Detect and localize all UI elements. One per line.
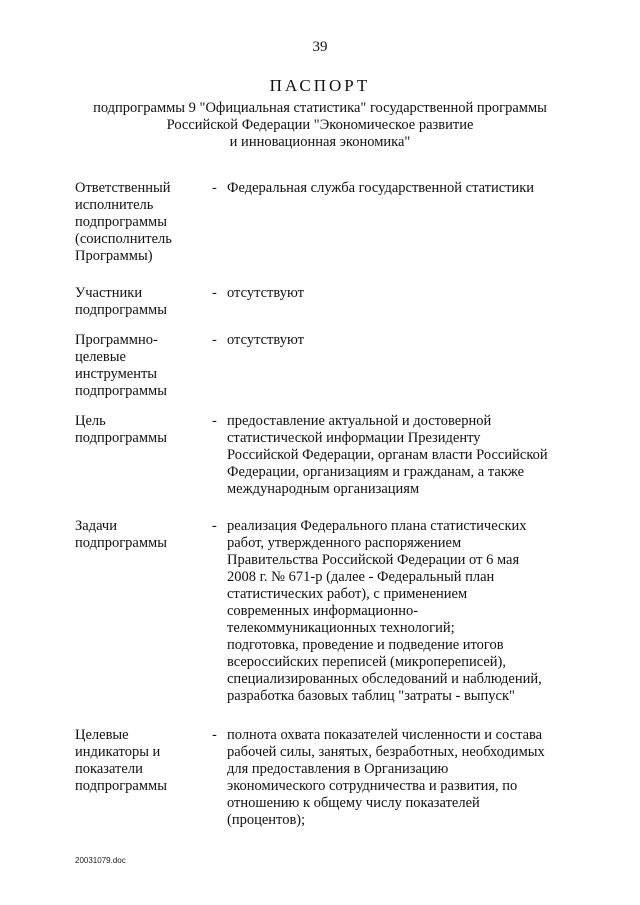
value-line: для предоставления в Организацию	[227, 761, 449, 777]
row-label-goal	[75, 413, 215, 447]
row-dash: -	[212, 285, 217, 301]
value-line: статистических работ), с применением	[227, 586, 468, 602]
label-line: подпрограммы	[75, 214, 167, 230]
value-line: всероссийских переписей (микропереписей),	[227, 654, 506, 670]
page-number: 39	[312, 39, 328, 55]
subtitle-line: подпрограммы 9 "Официальная статистика" государственной программы	[93, 100, 547, 116]
value-line: разработка базовых таблиц "затраты - выпуск"	[227, 688, 515, 704]
value-line: Правительства Российской Федерации от 6 мая	[227, 552, 520, 568]
value-line: отсутствуют	[227, 285, 304, 301]
row-value-participants	[227, 285, 577, 302]
value-line: реализация Федерального плана статистических	[227, 518, 527, 534]
value-line: отношению к общему числу показателей	[227, 795, 480, 811]
label-line: (соисполнитель	[75, 231, 172, 247]
row-label-responsible	[75, 180, 215, 265]
value-line: (процентов);	[227, 812, 306, 828]
value-line: подготовка, проведение и подведение итогов	[227, 637, 504, 653]
label-line: Программы)	[75, 248, 153, 264]
value-line: международным организациям	[227, 481, 420, 497]
label-line: показатели	[75, 761, 143, 777]
row-label-tasks	[75, 518, 215, 552]
label-line: Программно-	[75, 332, 158, 348]
value-line: работ, утвержденного распоряжением	[227, 535, 462, 551]
file-name-footer: 20031079.doc	[75, 856, 126, 865]
row-label-indicators	[75, 727, 215, 795]
value-line: Федеральная служба государственной статистики	[227, 180, 535, 196]
row-dash: -	[212, 727, 217, 743]
label-line: Участники	[75, 285, 143, 301]
value-line: отсутствуют	[227, 332, 304, 348]
row-value-indicators	[227, 727, 577, 829]
label-line: инструменты	[75, 366, 158, 382]
label-line: подпрограммы	[75, 778, 167, 794]
label-line: Цель	[75, 413, 106, 429]
subtitle-line: и инновационная экономика"	[229, 134, 411, 150]
label-line: исполнитель	[75, 197, 154, 213]
row-value-responsible	[227, 180, 577, 197]
value-line: телекоммуникационных технологий;	[227, 620, 455, 636]
document-title: ПАСПОРТ	[269, 76, 371, 95]
label-line: подпрограммы	[75, 383, 167, 399]
value-line: Федерации, организациям и гражданам, а также	[227, 464, 525, 480]
row-dash: -	[212, 413, 217, 429]
value-line: Российской Федерации, органам власти Российской	[227, 447, 548, 463]
value-line: специализированных обследований и наблюдений,	[227, 671, 542, 687]
label-line: индикаторы и	[75, 744, 161, 760]
row-value-goal	[227, 413, 577, 498]
row-label-instruments	[75, 332, 215, 400]
value-line: современных информационно-	[227, 603, 419, 619]
value-line: рабочей силы, занятых, безработных, необходимых	[227, 744, 545, 760]
label-line: подпрограммы	[75, 302, 167, 318]
value-line: экономического сотрудничества и развития, по	[227, 778, 518, 794]
value-line: статистической информации Президенту	[227, 430, 481, 446]
label-line: Ответственный	[75, 180, 171, 196]
label-line: Целевые	[75, 727, 129, 743]
label-line: целевые	[75, 349, 126, 365]
label-line: подпрограммы	[75, 535, 167, 551]
subtitle-line: Российской Федерации "Экономическое развитие	[166, 117, 474, 133]
row-value-tasks	[227, 518, 577, 705]
document-subtitle	[60, 100, 580, 151]
row-dash: -	[212, 518, 217, 534]
label-line: Задачи	[75, 518, 117, 534]
row-dash: -	[212, 180, 217, 196]
row-dash: -	[212, 332, 217, 348]
row-label-participants	[75, 285, 215, 319]
value-line: 2008 г. № 671-р (далее - Федеральный план	[227, 569, 495, 585]
label-line: подпрограммы	[75, 430, 167, 446]
row-value-instruments	[227, 332, 577, 349]
value-line: предоставление актуальной и достоверной	[227, 413, 492, 429]
value-line: полнота охвата показателей численности и состава	[227, 727, 543, 743]
